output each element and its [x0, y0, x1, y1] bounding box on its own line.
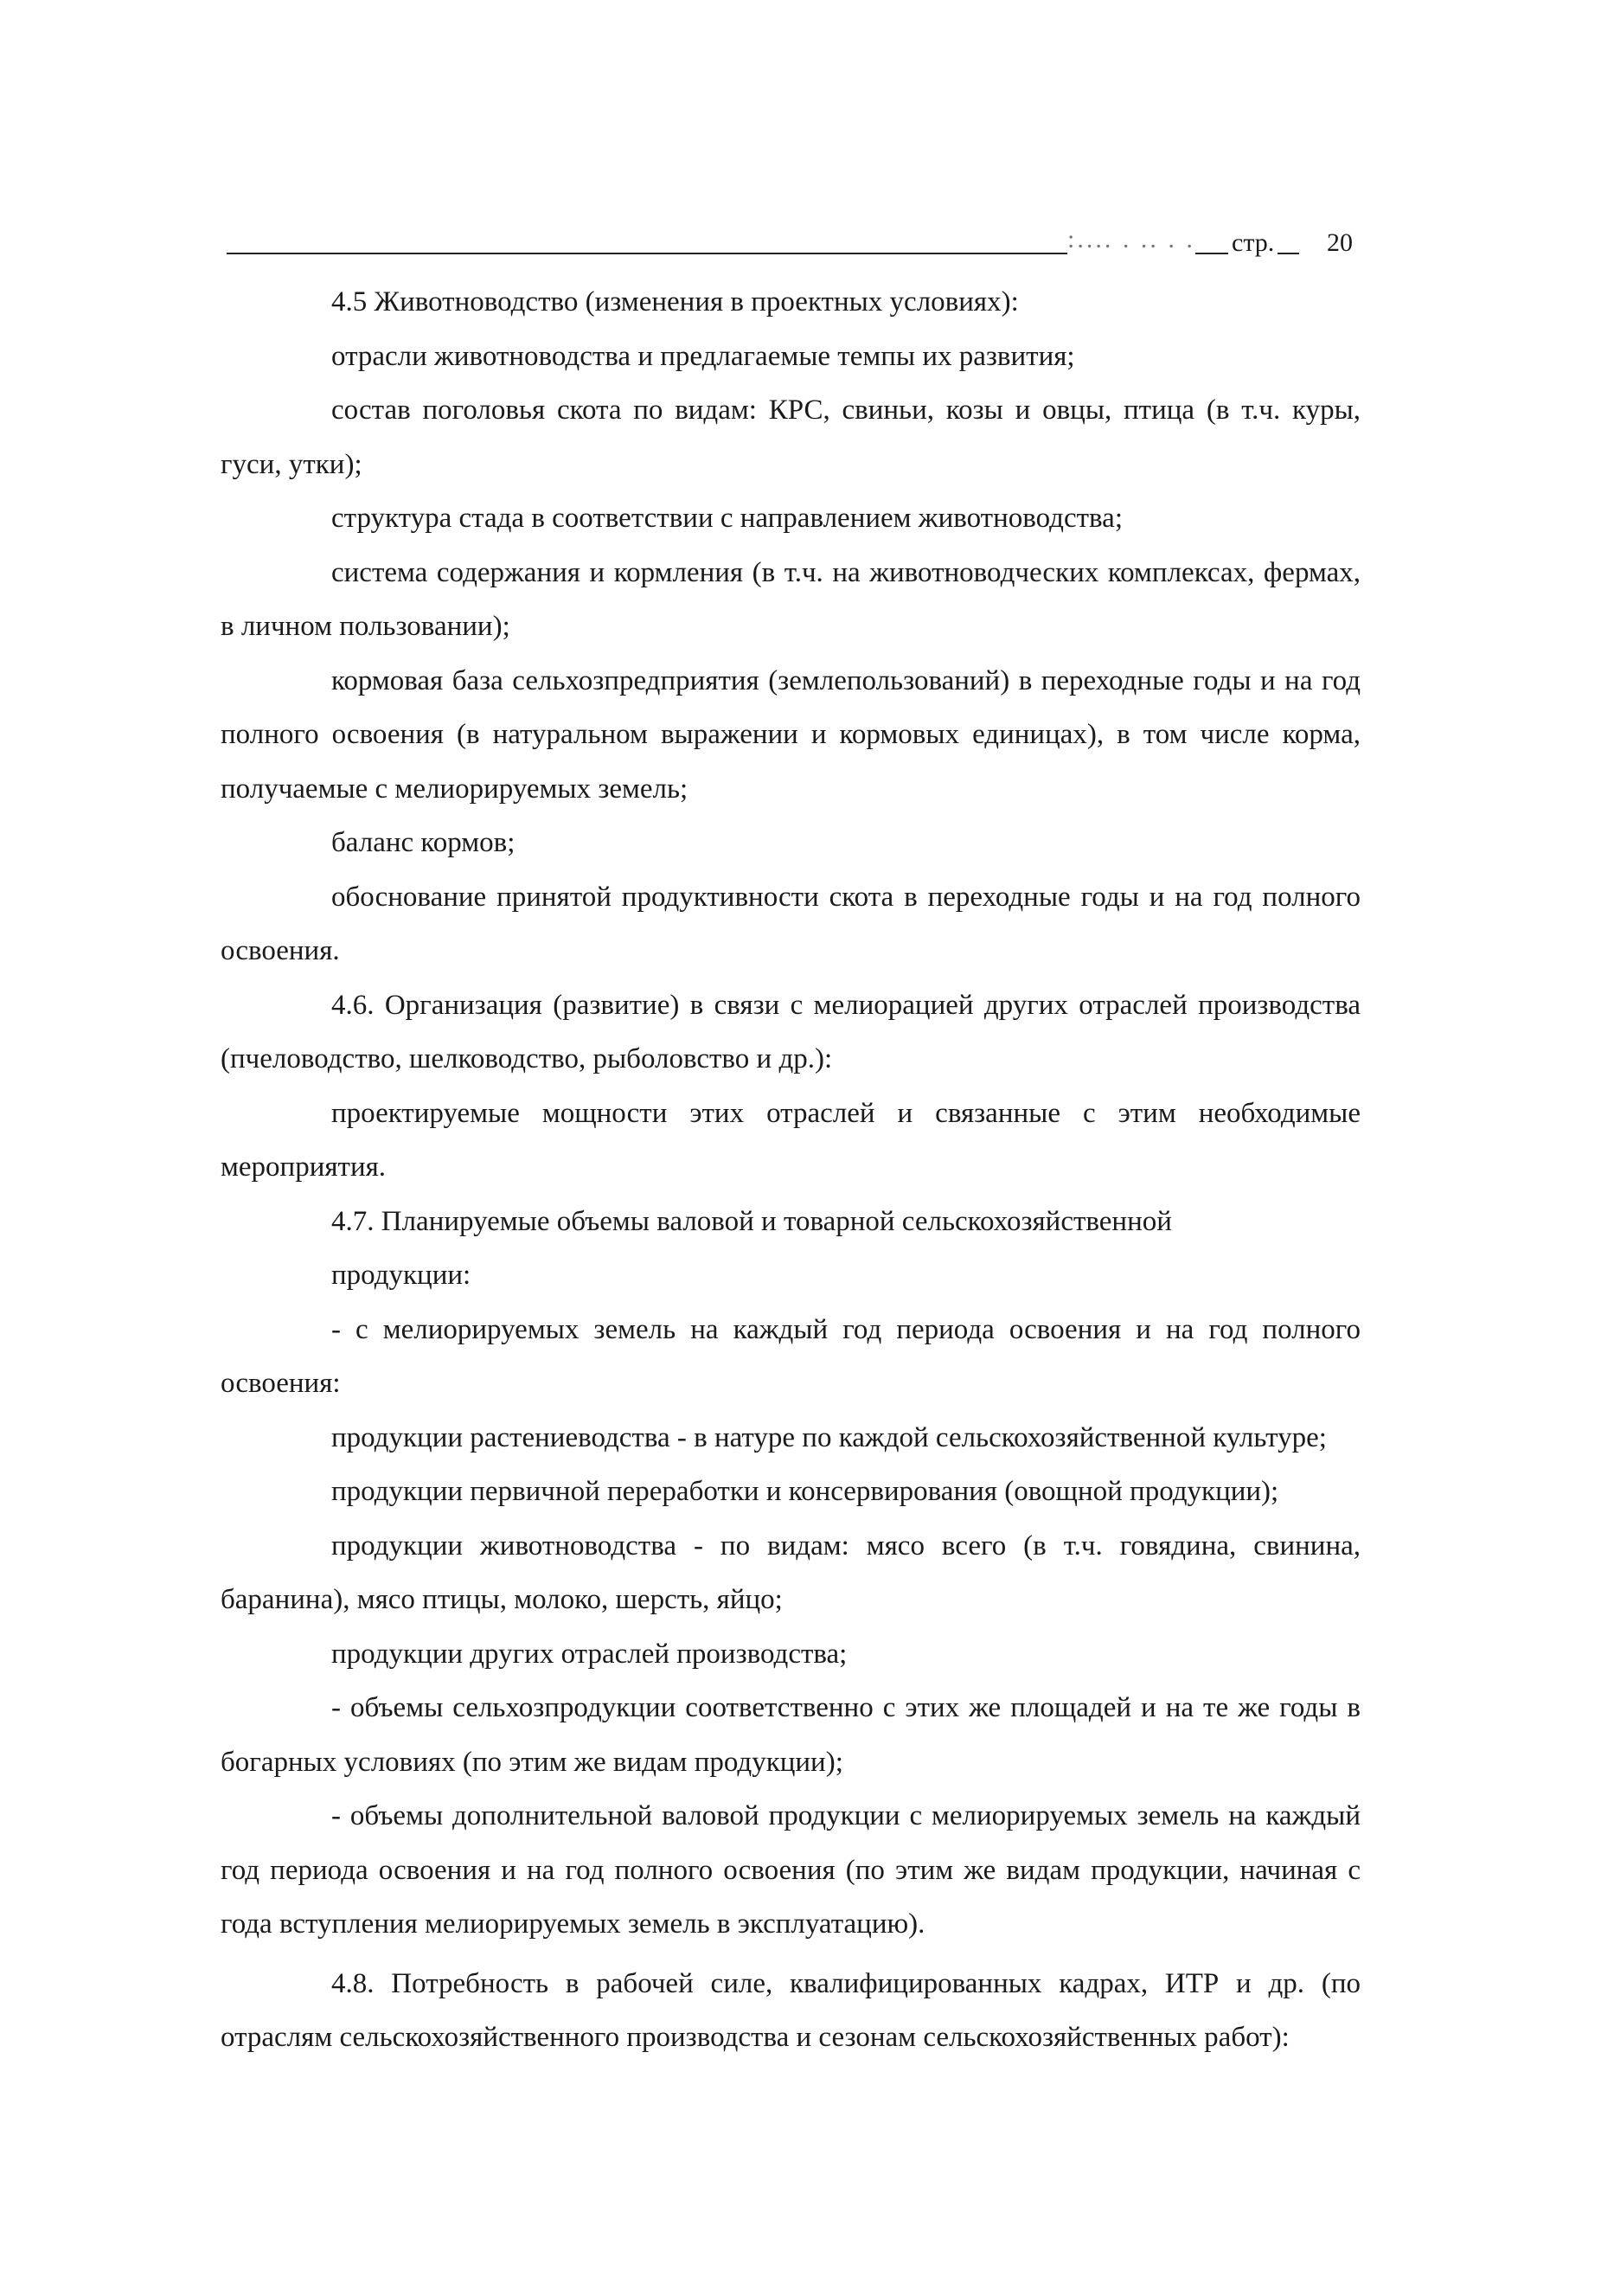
page-number: 20 [1327, 228, 1353, 257]
page-header [227, 218, 1368, 265]
section-heading-4-7: 4.7. Планируемые объемы валовой и товарной сельскохозяйственной [331, 1205, 1172, 1237]
list-item: - объемы сельхозпродукции соответственно с этих же площадей и на те же годы в богарных условиях (по этим же видам продукции); [221, 1692, 1361, 1778]
list-item: - объемы дополнительной валовой продукции с мелиорируемых земель на каждый год периода освоения и на год полного освоения (по этим же видам продукции, начиная с года вступления мелиорируемых земель в эксплуатацию). [221, 1800, 1361, 1940]
paragraph: обоснование принятой продуктивности скота в переходные годы и на год полного освоения. [221, 881, 1361, 966]
paragraph: система содержания и кормления (в т.ч. на животноводческих комплексах, фермах, в личном пользовании); [221, 556, 1361, 642]
paragraph: продукции первичной переработки и консервирования (овощной продукции); [331, 1476, 1279, 1507]
paragraph: продукции других отраслей производства; [331, 1638, 848, 1670]
paragraph: проектируемые мощности этих отраслей и связанные с этим необходимые мероприятия. [221, 1097, 1361, 1183]
paragraph: продукции животноводства - по видам: мясо всего (в т.ч. говядина, свинина, баранина), мясо птицы, молоко, шерсть, яйцо; [221, 1530, 1361, 1615]
page-label: стр. [1228, 228, 1278, 258]
section-heading-4-5: 4.5 Животноводство (изменения в проектных условиях): [331, 286, 1019, 317]
paragraph: продукции растениеводства - в натуре по каждой сельскохозяйственной культуре; [331, 1421, 1327, 1453]
paragraph: структура стада в соответствии с направлением животноводства; [331, 503, 1123, 534]
body-text [221, 275, 1361, 2065]
paragraph: состав поголовья скота по видам: КРС, свиньи, козы и овцы, птица (в т.ч. куры, гуси, утки); [221, 394, 1361, 480]
list-item: - с мелиорируемых земель на каждый год периода освоения и на год полного освоения: [221, 1313, 1361, 1399]
paragraph: баланс кормов; [331, 827, 516, 858]
header-dots: :.... . .. . . [1067, 225, 1195, 253]
section-heading-4-8: 4.8. Потребность в рабочей силе, квалифицированных кадрах, ИТР и др. (по отраслям сельскохозяйственного производства и сезонам сельскохозяйственных работ): [221, 1967, 1361, 2053]
paragraph: отрасли животноводства и предлагаемые темпы их развития; [331, 340, 1075, 372]
section-heading-4-6: 4.6. Организация (развитие) в связи с мелиорацией других отраслей производства (пчеловодство, шелководство, рыболовство и др.): [221, 989, 1361, 1074]
paragraph: продукции: [331, 1260, 471, 1291]
paragraph: кормовая база сельхозпредприятия (землепользований) в переходные годы и на год полного освоения (в натуральном выражении и кормовых единицах), в том числе корма, получаемые с мелиорируемых земель; [221, 664, 1361, 805]
